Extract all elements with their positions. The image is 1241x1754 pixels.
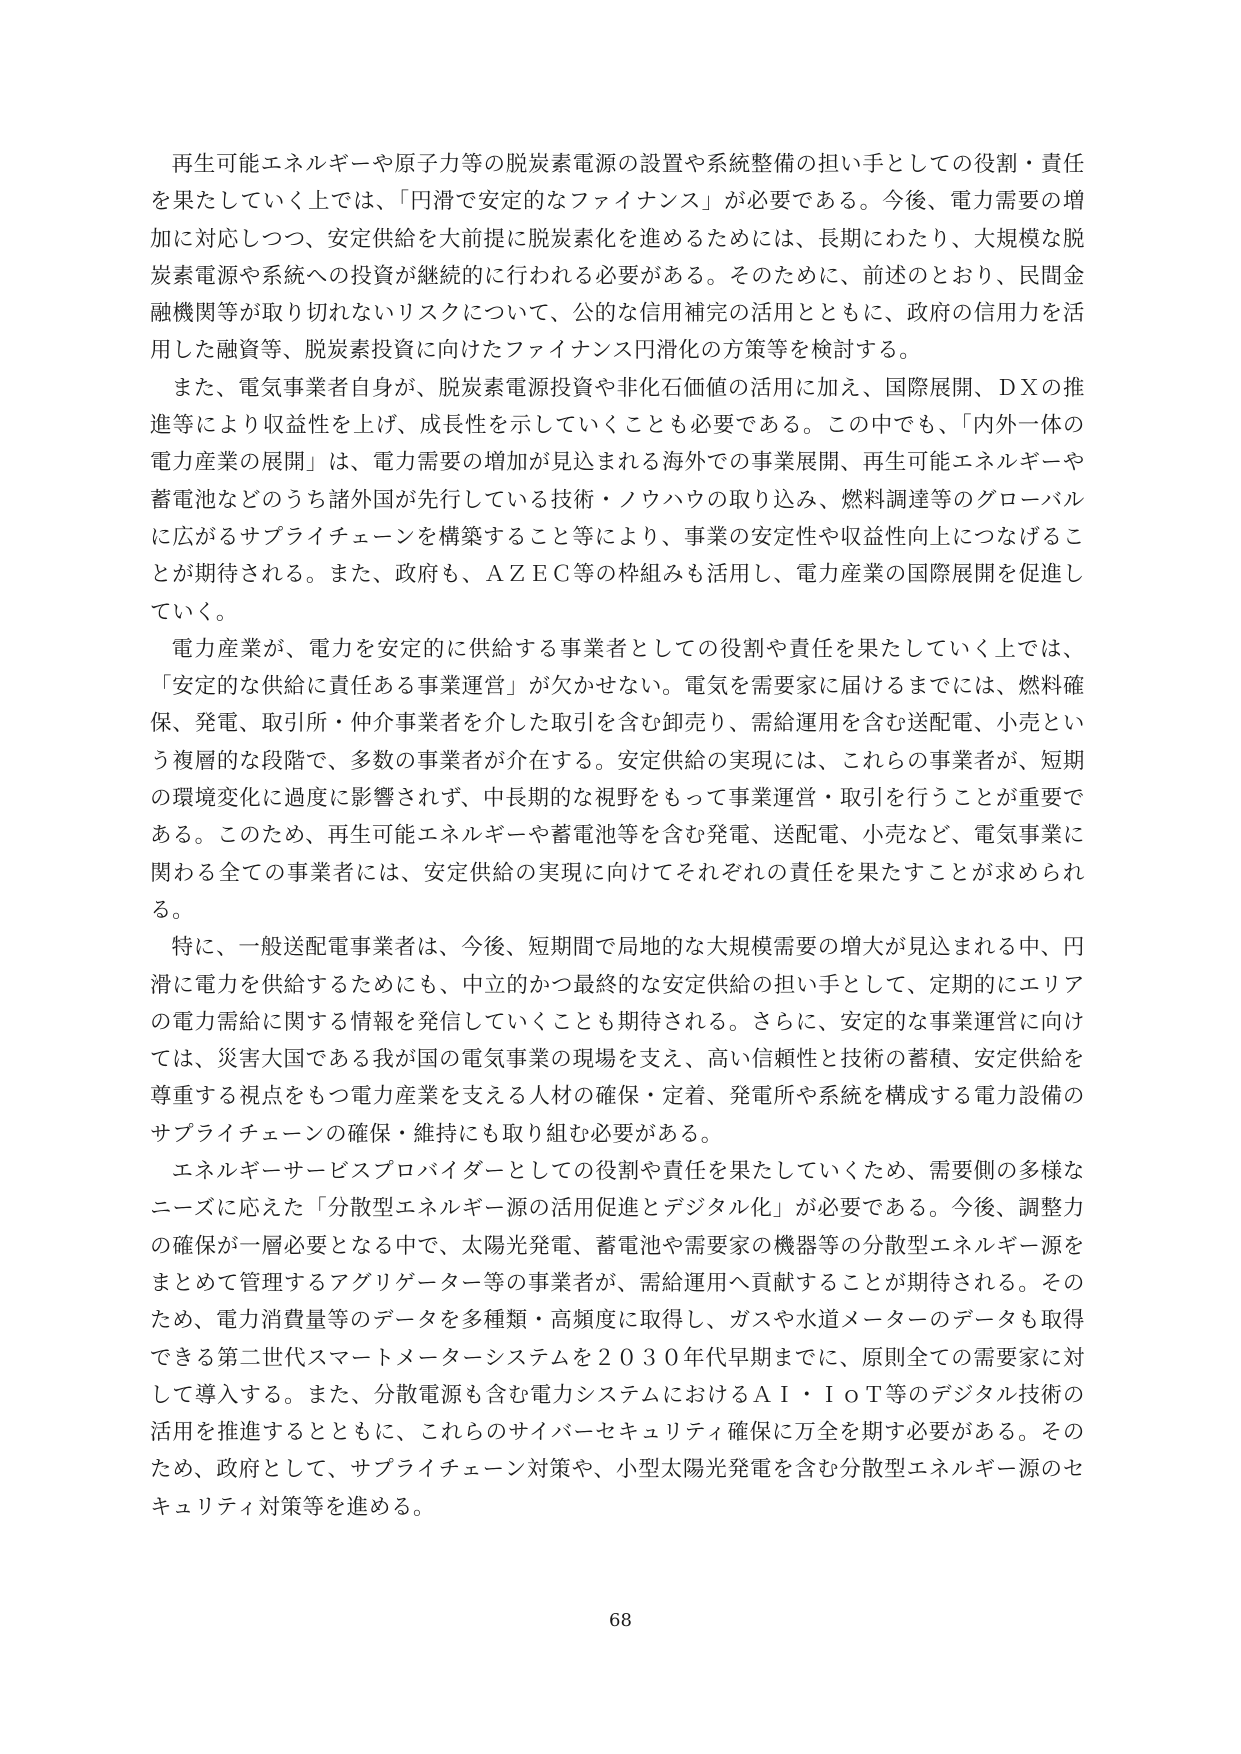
paragraph-international-expansion: また、電気事業者自身が、脱炭素電源投資や非化石価値の活用に加え、国際展開、ＤＸの推進等により収益性を上げ、成長性を示していくことも必要である。この中でも、「内外一体の電力産業の展開」は、電力需要の増加が見込まれる海外での事業展開、再生可能エネルギーや蓄電池などのうち諸外国が先行している技術・ノウハウの取り込み、燃料調達等のグローバルに広がるサプライチェーンを構築すること等により、事業の安定性や収益性向上につなげることが期待される。また、政府も、ＡＺＥＣ等の枠組みも活用し、電力産業の国際展開を促進していく。 [150,375,1085,625]
paragraph-finance: 再生可能エネルギーや原子力等の脱炭素電源の設置や系統整備の担い手としての役割・責任を果たしていく上では、「円滑で安定的なファイナンス」が必要である。今後、電力需要の増加に対応しつつ、安定供給を大前提に脱炭素化を進めるためには、長期にわたり、大規模な脱炭素電源や系統への投資が継続的に行われる必要がある。そのために、前述のとおり、民間金融機関等が取り切れないリスクについて、公的な信用補完の活用とともに、政府の信用力を活用した融資等、脱炭素投資に向けたファイナンス円滑化の方策等を検討する。 [150,152,1085,364]
paragraph-transmission-operators: 特に、一般送配電事業者は、今後、短期間で局地的な大規模需要の増大が見込まれる中、円滑に電力を供給するためにも、中立的かつ最終的な安定供給の担い手として、定期的にエリアの電力需給に関する情報を発信していくことも期待される。さらに、安定的な事業運営に向けては、災害大国である我が国の電気事業の現場を支え、高い信頼性と技術の蓄積、安定供給を尊重する視点をもつ電力産業を支える人材の確保・定着、発電所や系統を構成する電力設備のサプライチェーンの確保・維持にも取り組む必要がある。 [150,935,1085,1147]
paragraph-distributed-energy: エネルギーサービスプロバイダーとしての役割や責任を果たしていくため、需要側の多様なニーズに応えた「分散型エネルギー源の活用促進とデジタル化」が必要である。今後、調整力の確保が一層必要となる中で、太陽光発電、蓄電池や需要家の機器等の分散型エネルギー源をまとめて管理するアグリゲーター等の事業者が、需給運用へ貢献することが期待される。そのため、電力消費量等のデータを多種類・高頻度に取得し、ガスや水道メーターのデータも取得できる第二世代スマートメーターシステムを２０３０年代早期までに、原則全ての需要家に対して導入する。また、分散電源も含む電力システムにおけるＡＩ・ＩｏＴ等のデジタル技術の活用を推進するとともに、これらのサイバーセキュリティ確保に万全を期す必要がある。そのため、政府として、サプライチェーン対策や、小型太陽光発電を含む分散型エネルギー源のセキュリティ対策等を進める。 [150,1159,1085,1520]
body-text [150,146,1085,1526]
page-number: 68 [609,1610,632,1631]
paragraph-stable-supply: 電力産業が、電力を安定的に供給する事業者としての役割や責任を果たしていく上では、「安定的な供給に責任ある事業運営」が欠かせない。電気を需要家に届けるまでには、燃料確保、発電、取引所・仲介事業者を介した取引を含む卸売り、需給運用を含む送配電、小売という複層的な段階で、多数の事業者が介在する。安定供給の実現には、これらの事業者が、短期の環境変化に過度に影響されず、中長期的な視野をもって事業運営・取引を行うことが重要である。このため、再生可能エネルギーや蓄電池等を含む発電、送配電、小売など、電気事業に関わる全ての事業者には、安定供給の実現に向けてそれぞれの責任を果たすことが求められる。 [150,636,1085,923]
